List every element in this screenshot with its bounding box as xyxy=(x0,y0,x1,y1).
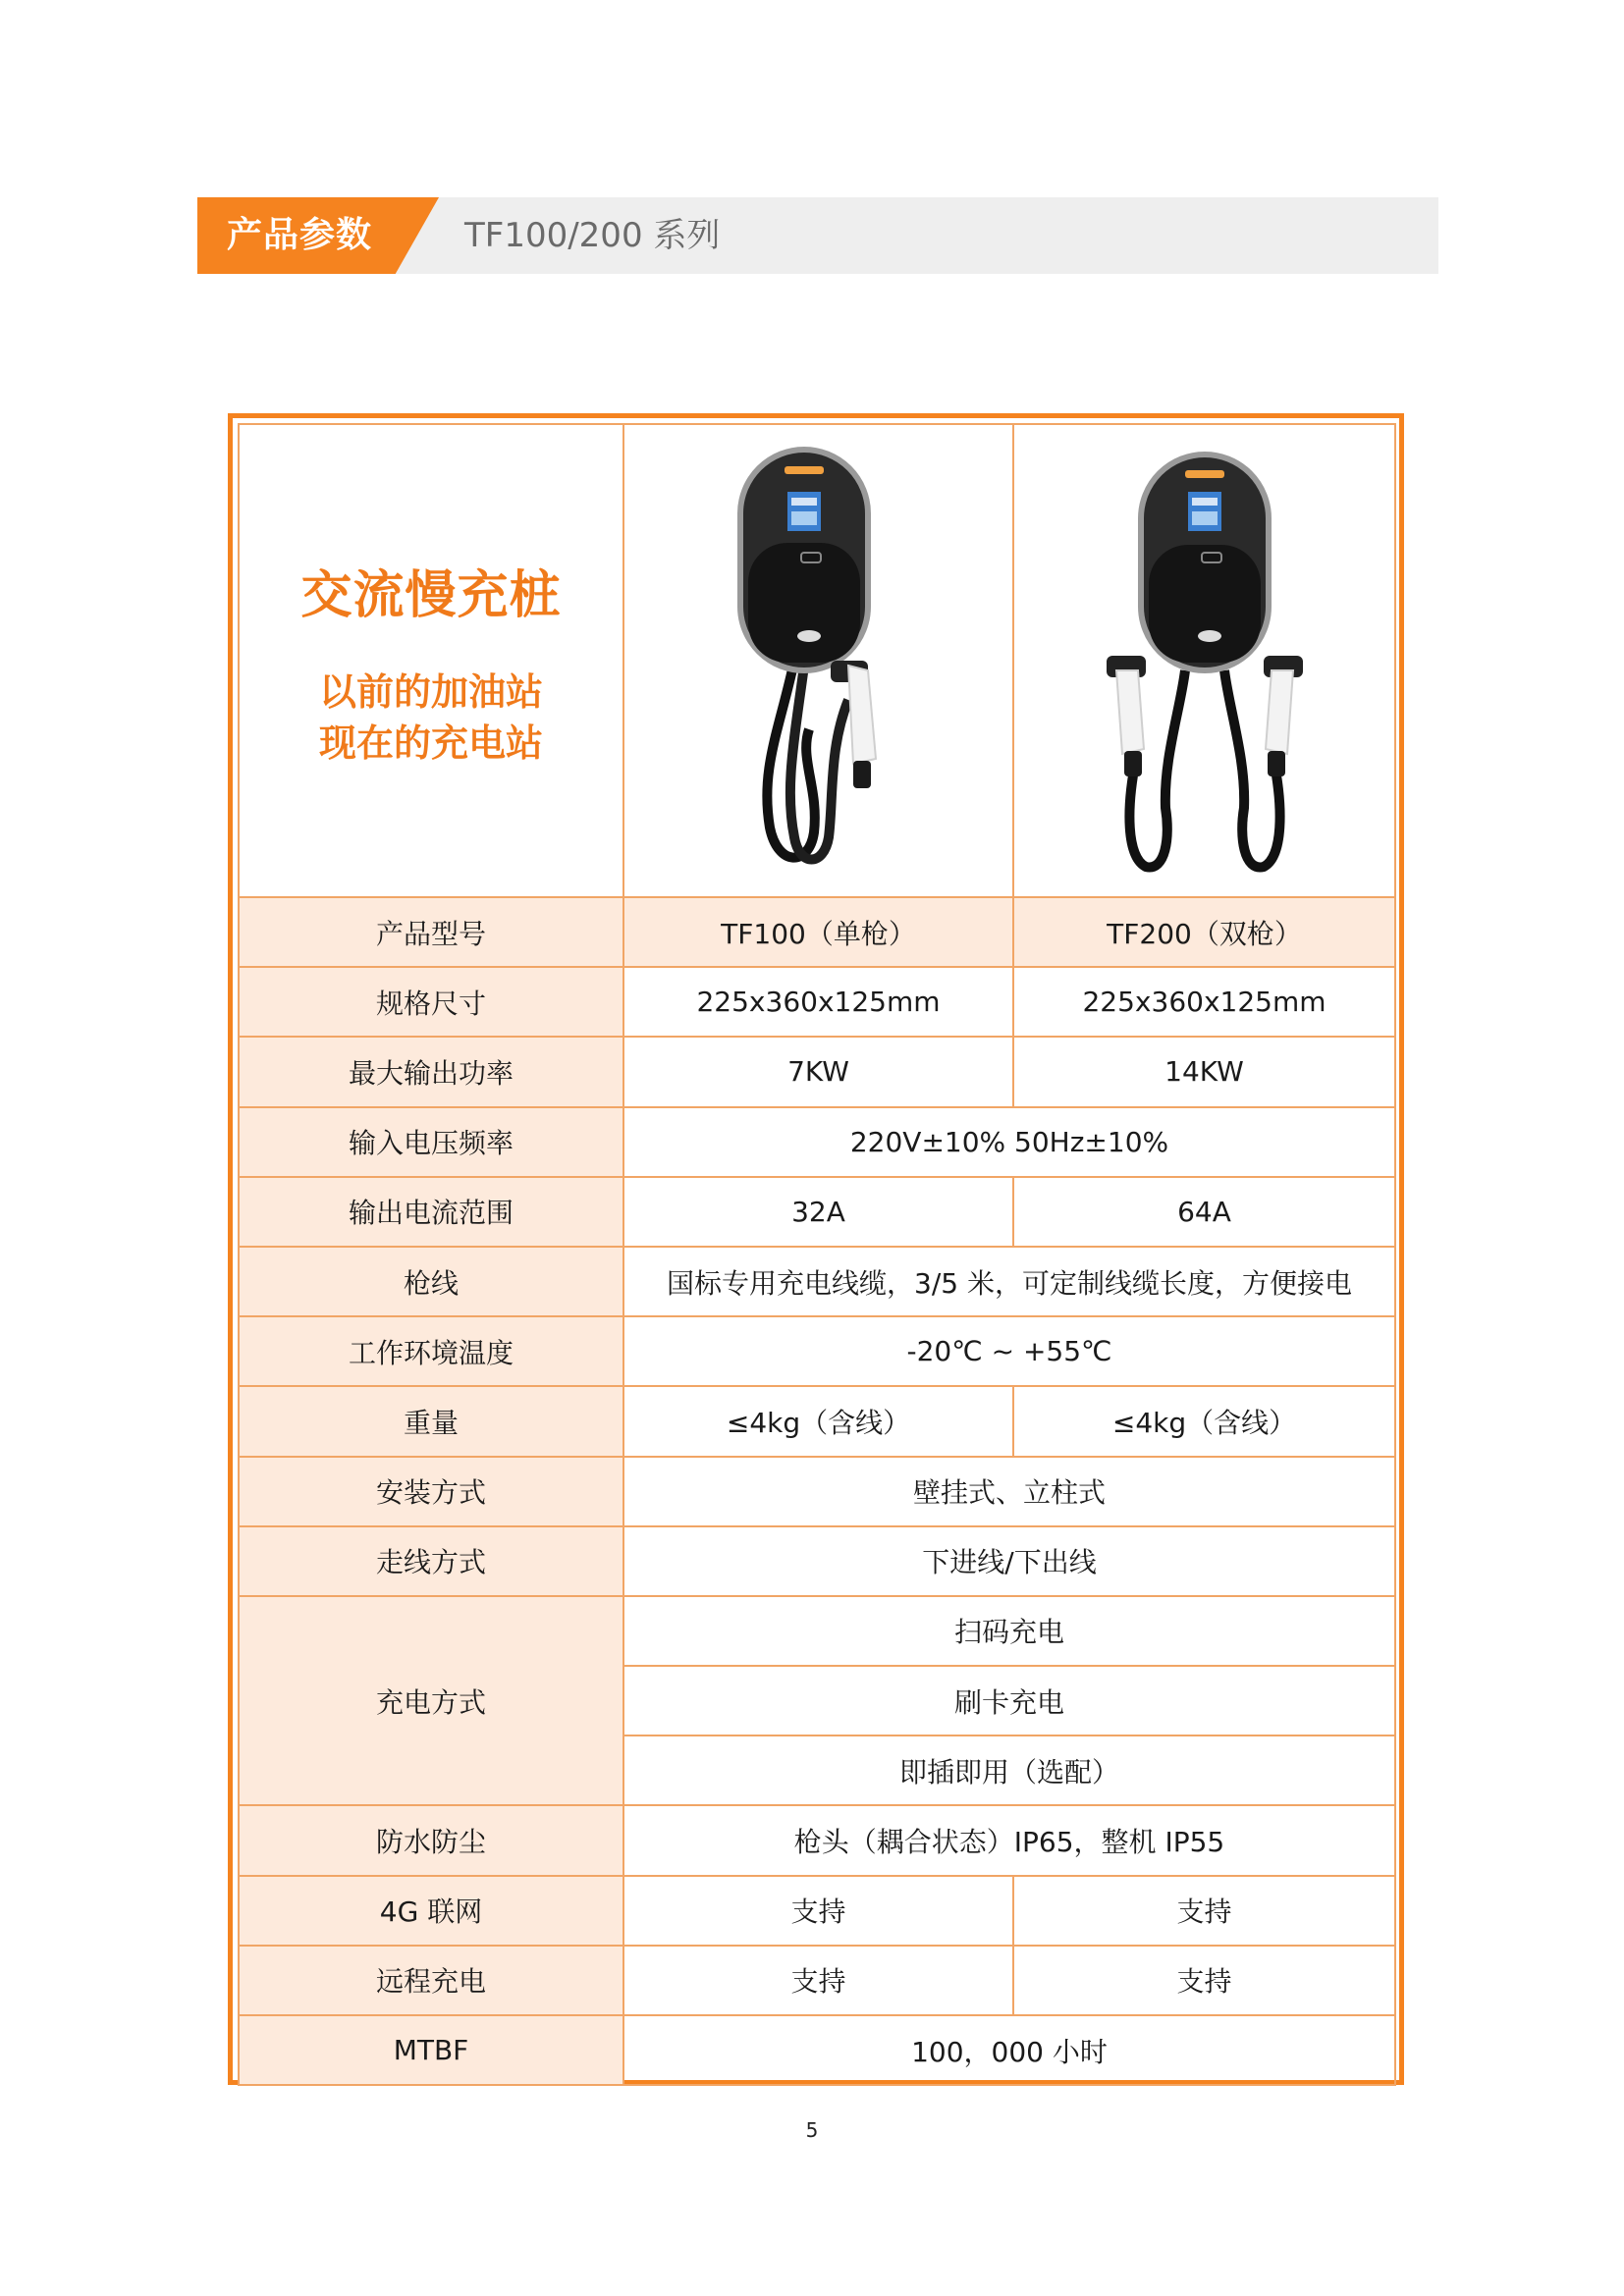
page-number: 5 xyxy=(805,2118,819,2142)
table-row xyxy=(239,424,1395,897)
spec-value: 下进线/下出线 xyxy=(623,1526,1395,1596)
table-row xyxy=(239,1316,1395,1386)
double-gun-charger-image xyxy=(1013,424,1395,897)
hero-title: 交流慢充桩 xyxy=(300,565,562,625)
table-row xyxy=(239,1107,1395,1177)
spec-label: 最大输出功率 xyxy=(239,1037,623,1106)
table-row xyxy=(239,1526,1395,1596)
spec-value-tf200: 支持 xyxy=(1013,1946,1395,2015)
table-row xyxy=(239,1876,1395,1946)
spec-label: 输出电流范围 xyxy=(239,1177,623,1247)
spec-label: 重量 xyxy=(239,1386,623,1456)
spec-value-tf200: 225x360x125mm xyxy=(1013,967,1395,1037)
spec-label: 走线方式 xyxy=(239,1526,623,1596)
table-row xyxy=(239,1386,1395,1456)
spec-label: 远程充电 xyxy=(239,1946,623,2015)
spec-value: -20℃ ~ +55℃ xyxy=(623,1316,1395,1386)
spec-label: 规格尺寸 xyxy=(239,967,623,1037)
table-row xyxy=(239,1596,1395,1666)
hero-subtitle-line1: 以前的加油站 xyxy=(318,669,543,714)
table-row xyxy=(239,897,1395,967)
spec-value: 100，000 小时 xyxy=(623,2015,1395,2085)
spec-value: 壁挂式、立柱式 xyxy=(623,1457,1395,1526)
spec-label: 枪线 xyxy=(239,1247,623,1316)
spec-label: 防水防尘 xyxy=(239,1805,623,1875)
spec-value-tf100: 225x360x125mm xyxy=(623,967,1013,1037)
table-row xyxy=(239,1247,1395,1316)
table-row xyxy=(239,1805,1395,1875)
spec-label: 4G 联网 xyxy=(239,1876,623,1946)
section-tag-label: 产品参数 xyxy=(227,215,373,255)
spec-label: 输入电压频率 xyxy=(239,1107,623,1177)
spec-value: 国标专用充电线缆，3/5 米，可定制线缆长度，方便接电 xyxy=(623,1247,1395,1316)
spec-value-tf200: ≤4kg（含线） xyxy=(1013,1386,1395,1456)
spec-value-tf100: ≤4kg（含线） xyxy=(623,1386,1013,1456)
spec-label: 安装方式 xyxy=(239,1457,623,1526)
spec-label: MTBF xyxy=(239,2015,623,2085)
spec-value-tf100: TF100（单枪） xyxy=(623,897,1013,967)
spec-value-tf200: 支持 xyxy=(1013,1876,1395,1946)
table-row xyxy=(239,1177,1395,1247)
section-title: TF100/200 系列 xyxy=(464,216,721,255)
table-row xyxy=(239,967,1395,1037)
spec-value-tf100: 7KW xyxy=(623,1037,1013,1106)
spec-value: 枪头（耦合状态）IP65，整机 IP55 xyxy=(623,1805,1395,1875)
table-row xyxy=(239,1946,1395,2015)
spec-table xyxy=(238,423,1396,2086)
spec-value: 220V±10% 50Hz±10% xyxy=(623,1107,1395,1177)
spec-value-tf200: TF200（双枪） xyxy=(1013,897,1395,967)
spec-label: 产品型号 xyxy=(239,897,623,967)
table-row xyxy=(239,1457,1395,1526)
section-header xyxy=(197,197,1438,274)
spec-label: 充电方式 xyxy=(239,1596,623,1806)
spec-value-tf200: 64A xyxy=(1013,1177,1395,1247)
spec-value-tf100: 32A xyxy=(623,1177,1013,1247)
spec-value: 即插即用（选配） xyxy=(623,1735,1395,1805)
spec-value-tf200: 14KW xyxy=(1013,1037,1395,1106)
spec-label: 工作环境温度 xyxy=(239,1316,623,1386)
spec-value: 刷卡充电 xyxy=(623,1666,1395,1735)
spec-value-tf100: 支持 xyxy=(623,1876,1013,1946)
spec-value: 扫码充电 xyxy=(623,1596,1395,1666)
hero-cell xyxy=(239,424,623,897)
hero-subtitle-line2: 现在的充电站 xyxy=(318,721,543,765)
single-gun-charger-image xyxy=(623,424,1013,897)
table-row xyxy=(239,1037,1395,1106)
table-row xyxy=(239,2015,1395,2085)
spec-value-tf100: 支持 xyxy=(623,1946,1013,2015)
